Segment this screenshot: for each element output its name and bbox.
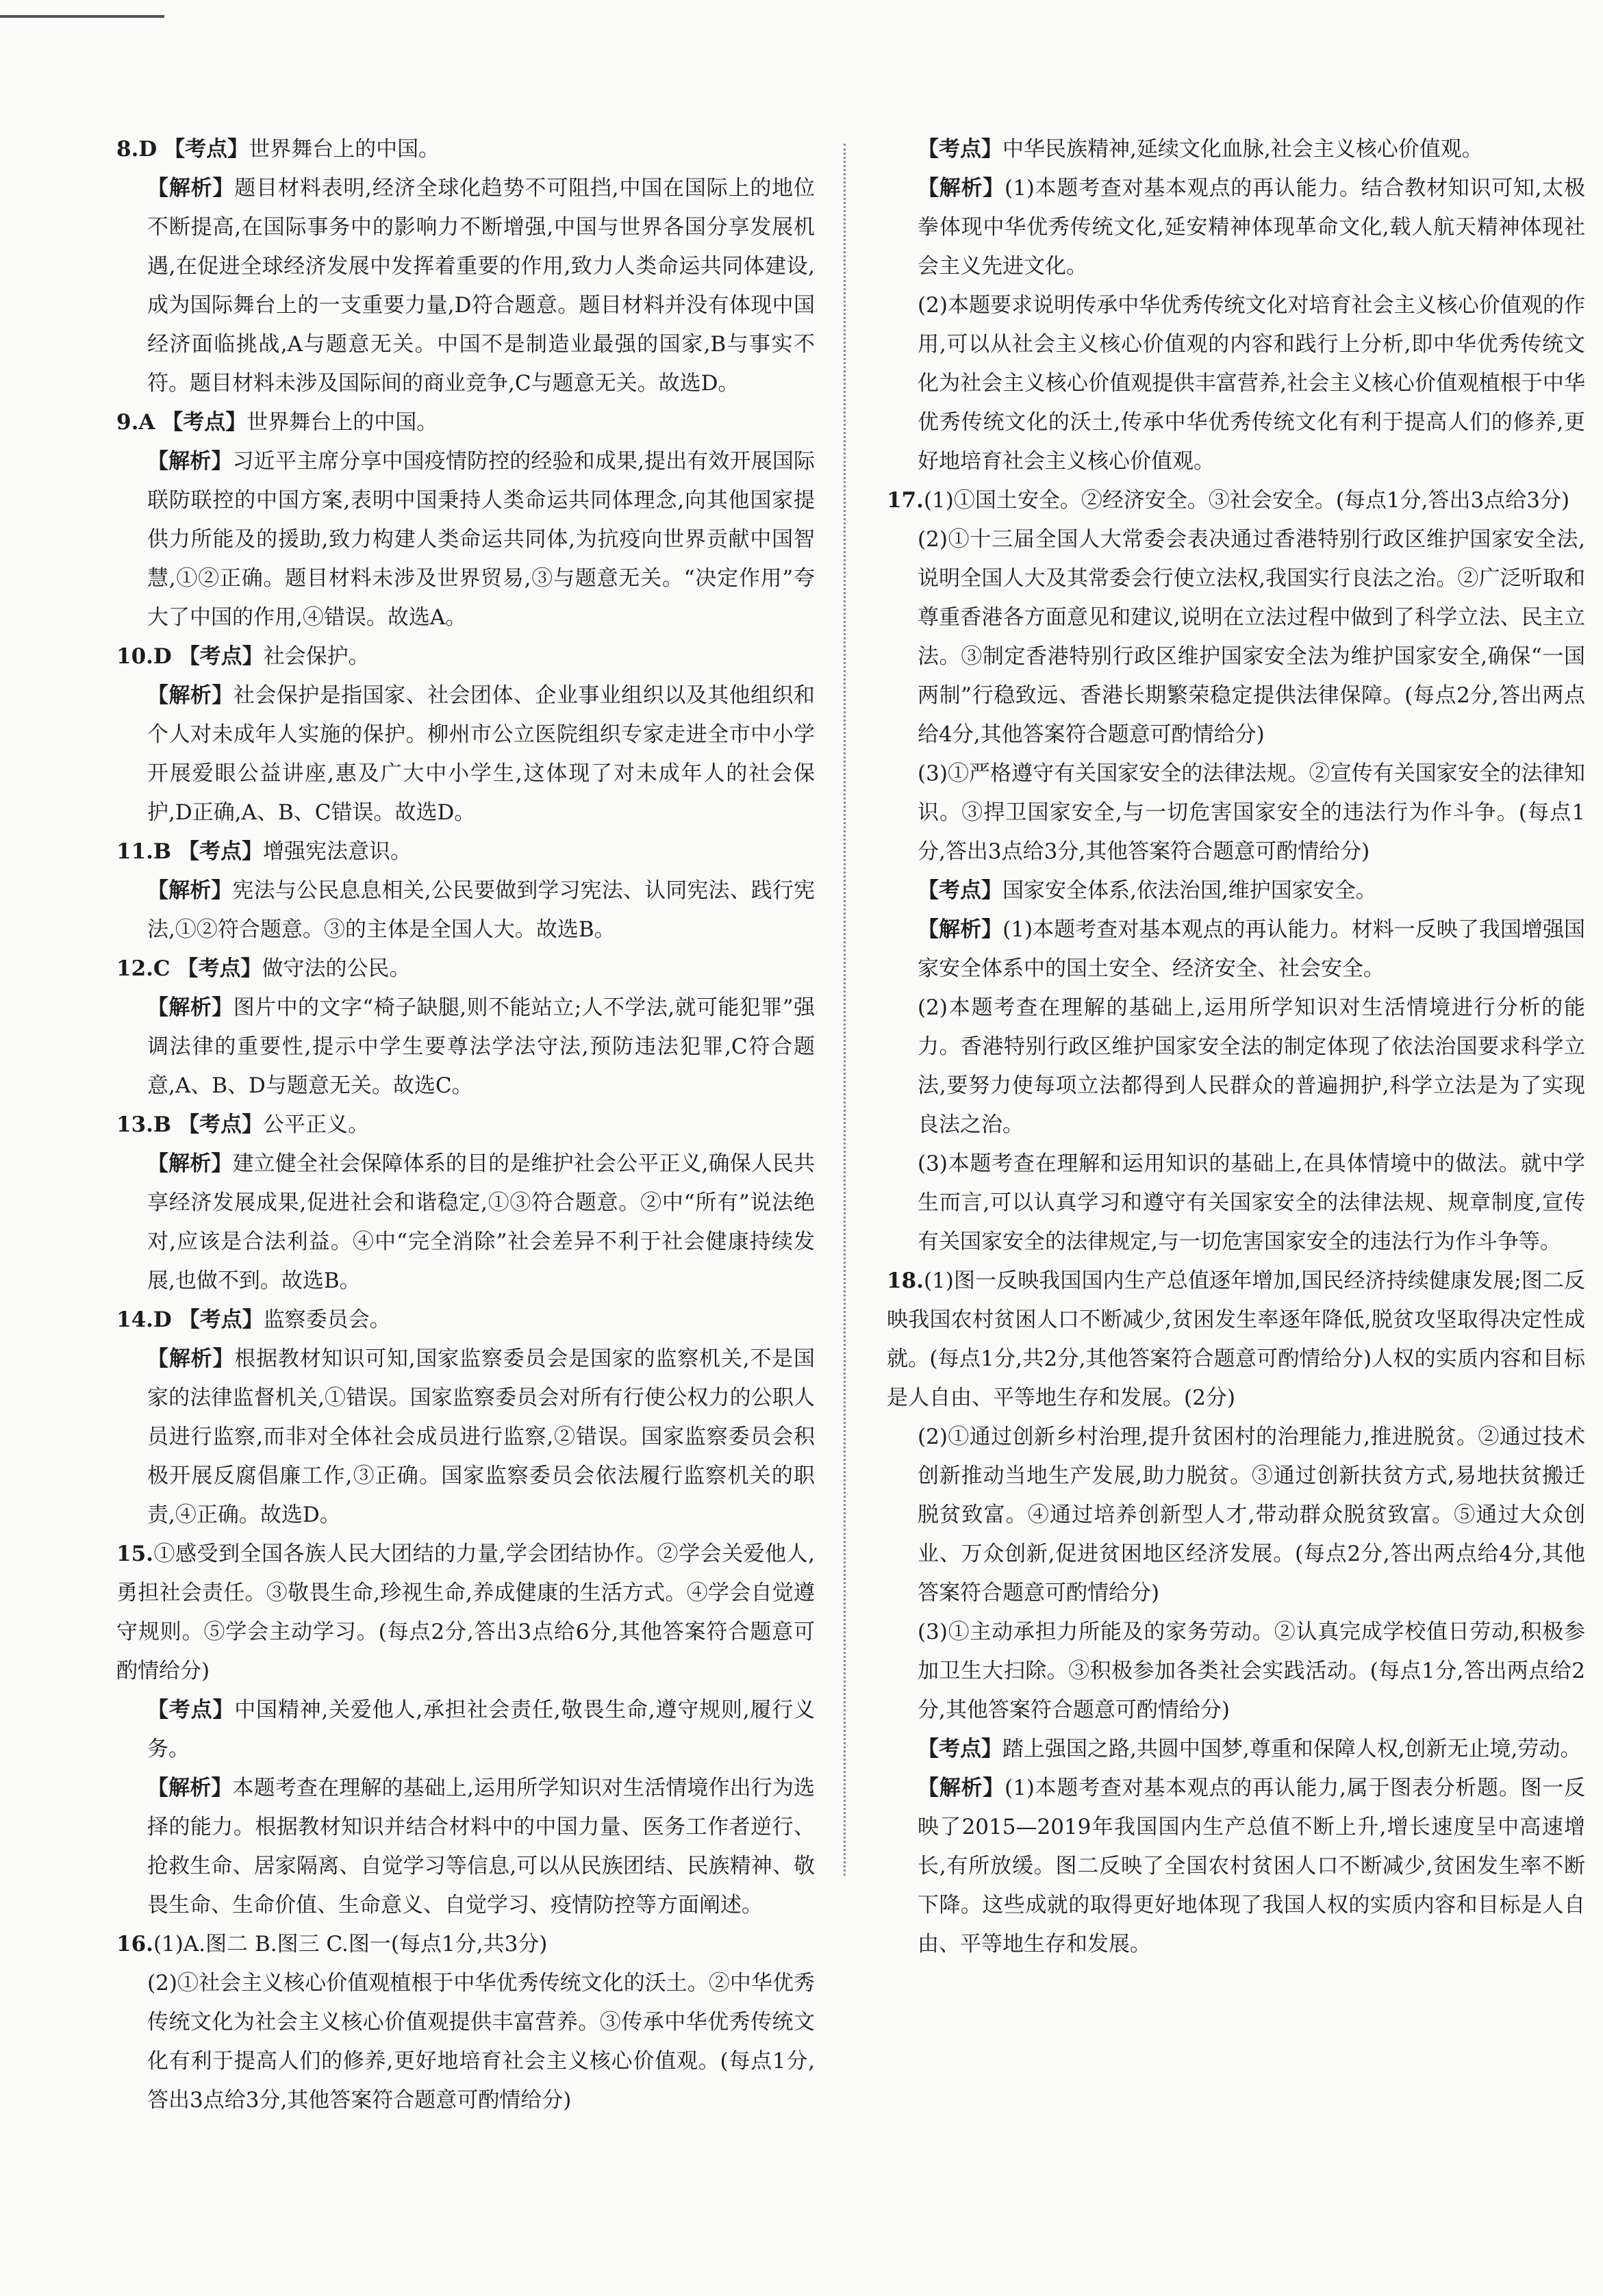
paragraph-text: (3)①主动承担力所能及的家务劳动。②认真完成学校值日劳动,积极参加卫生大扫除。③积极参加各类社会实践活动。(每点1分,答出两点给2分,其他答案符合题意可酌情给分) (918, 1620, 1585, 1722)
paragraph-text: (2)本题考查在理解的基础上,运用所学知识对生活情境进行分析的能力。香港特别行政区维护国家安全法的制定体现了依法治国要求科学立法,要努力使每项立法都得到人民群众的普遍拥护,科学立法是为了实现良法之治。 (918, 995, 1585, 1137)
paragraph-text: 中国精神,关爱他人,承担社会责任,敬畏生命,遵守规则,履行义务。 (147, 1698, 815, 1761)
paragraph-text: 监察委员会。 (263, 1308, 391, 1332)
question-answer (887, 481, 1585, 520)
analysis-label: 【解析】 (147, 1347, 235, 1371)
paragraph-text: 根据教材知识可知,国家监察委员会是国家的监察机关,不是国家的法律监督机关,①错误。国家监察委员会对所有行使公权力的公职人员进行监察,而非对全体社会成员进行监察,②错误。国家监察委员会积极开展反腐倡廉工作,③正确。国家监察委员会依法履行监察机关的职责,④正确。故选D。 (147, 1347, 815, 1527)
analysis-label: 【解析】 (147, 995, 233, 1020)
column-divider (844, 144, 846, 1876)
analysis-paragraph (116, 871, 815, 949)
analysis-paragraph (116, 1145, 815, 1301)
analysis-paragraph (887, 1769, 1585, 1964)
analysis-paragraph (887, 169, 1585, 286)
paragraph-text: (1)本题考查对基本观点的再认能力。结合教材知识可知,太极拳体现中华优秀传统文化,延安精神体现革命文化,载人航天精神体现社会主义先进文化。 (918, 176, 1586, 279)
question-answer (116, 637, 815, 676)
key-point-label: 【考点】 (162, 410, 247, 435)
key-point-label: 【考点】 (178, 839, 263, 864)
question-answer (116, 1301, 815, 1340)
analysis-paragraph (116, 988, 815, 1106)
paragraph-text: (2)本题要求说明传承中华优秀传统文化对培育社会主义核心价值观的作用,可以从社会主义核心价值观的内容和践行上分析,即中华优秀传统文化为社会主义核心价值观提供丰富营养,社会主义核心价值观植根于中华优秀传统文化的沃土,传承中华优秀传统文化有利于提高人们的修养,更好地培育社会主义核心价值观。 (918, 293, 1585, 474)
analysis-paragraph (887, 910, 1585, 988)
question-number: 10.D (116, 644, 172, 669)
paragraph-text: 公平正义。 (263, 1112, 369, 1137)
question-number: 15. (116, 1542, 153, 1566)
paragraph-text: 本题考查在理解的基础上,运用所学知识对生活情境作出行为选择的能力。根据教材知识并结合材料中的中国力量、医务工作者逆行、抢救生命、居家隔离、自觉学习等信息,可以从民族团结、民族精神、敬畏生命、生命价值、生命意义、自觉学习、疫情防控等方面阐述。 (147, 1776, 816, 1917)
left-column (116, 130, 815, 2120)
analysis-label: 【解析】 (147, 1151, 233, 1176)
paragraph-text: 踏上强国之路,共圆中国梦,尊重和保障人权,创新无止境,劳动。 (1002, 1737, 1582, 1761)
answer-paragraph (887, 1613, 1585, 1730)
question-number: 14.D (116, 1308, 172, 1332)
analysis-paragraph (116, 1340, 815, 1535)
key-point-label: 【考点】 (177, 956, 262, 981)
paragraph-text: (3)①严格遵守有关国家安全的法律法规。②宣传有关国家安全的法律知识。③捍卫国家安全,与一切危害国家安全的违法行为作斗争。(每点1分,答出3点给3分,其他答案符合题意可酌情给分) (918, 761, 1585, 864)
key-point-paragraph (887, 871, 1585, 910)
paragraph-text: 世界舞台上的中国。 (247, 410, 438, 435)
analysis-label: 【解析】 (147, 449, 233, 474)
paragraph-text: 国家安全体系,依法治国,维护国家安全。 (1002, 878, 1377, 903)
question-number: 16. (116, 1932, 153, 1956)
question-answer (116, 949, 815, 988)
paragraph-text: 增强宪法意识。 (263, 839, 412, 864)
paragraph-text: 社会保护是指国家、社会团体、企业事业组织以及其他组织和个人对未成年人实施的保护。柳州市公立医院组织专家走进全市中小学开展爱眼公益讲座,惠及广大中小学生,这体现了对未成年人的社会保护,D正确,A、B、C错误。故选D。 (147, 683, 816, 825)
analysis-label: 【解析】 (918, 176, 1005, 201)
paragraph-text: 习近平主席分享中国疫情防控的经验和成果,提出有效开展国际联防联控的中国方案,表明中国秉持人类命运共同体理念,向其他国家提供力所能及的援助,致力构建人类命运共同体,为抗疫向世界贡献中国智慧,①②正确。题目材料未涉及世界贸易,③与题意无关。“决定作用”夸大了中国的作用,④错误。故选A。 (147, 449, 816, 630)
analysis-label: 【解析】 (918, 917, 1003, 942)
paragraph-text: (2)①通过创新乡村治理,提升贫困村的治理能力,推进脱贫。②通过技术创新推动当地生产发展,助力脱贫。③通过创新扶贫方式,易地扶贫搬迁脱贫致富。④通过培养创新型人才,带动群众脱贫致富。⑤通过大众创业、万众创新,促进贫困地区经济发展。(每点2分,答出两点给4分,其他答案符合题意可酌情给分) (918, 1425, 1585, 1605)
question-answer (116, 1106, 815, 1145)
paragraph-text: (3)本题考查在理解和运用知识的基础上,在具体情境中的做法。就中学生而言,可以认真学习和遵守有关国家安全的法律法规、规章制度,宣传有关国家安全的法律规定,与一切危害国家安全的违法行为作斗争等。 (918, 1151, 1585, 1254)
top-rule (0, 15, 164, 18)
paragraph-text: 宪法与公民息息相关,公民要做到学习宪法、认同宪法、践行宪法,①②符合题意。③的主体是全国人大。故选B。 (147, 878, 816, 942)
answer-paragraph (116, 1964, 815, 2120)
analysis-label: 【解析】 (147, 176, 235, 201)
question-answer (116, 130, 815, 169)
analysis-paragraph (116, 169, 815, 403)
answer-paragraph (887, 754, 1585, 871)
answer-paragraph (887, 1145, 1585, 1262)
paragraph-text: (1)A.图二 B.图三 C.图一(每点1分,共3分) (153, 1932, 548, 1956)
key-point-label: 【考点】 (178, 1112, 263, 1137)
paragraph-text: ①感受到全国各族人民大团结的力量,学会团结协作。②学会关爱他人,勇担社会责任。③敬畏生命,珍视生命,养成健康的生活方式。④学会自觉遵守规则。⑤学会主动学习。(每点2分,答出3点给6分,其他答案符合题意可酌情给分) (116, 1542, 815, 1683)
question-number: 8.D (116, 137, 157, 162)
paragraph-text: (2)①社会主义核心价值观植根于中华优秀传统文化的沃土。②中华优秀传统文化为社会主义核心价值观提供丰富营养。③传承中华优秀传统文化有利于提高人们的修养,更好地培育社会主义核心价值观。(每点1分,答出3点给3分,其他答案符合题意可酌情给分) (147, 1971, 815, 2113)
analysis-label: 【解析】 (918, 1776, 1005, 1800)
key-point-label: 【考点】 (918, 1737, 1002, 1761)
key-point-label: 【考点】 (918, 137, 1002, 162)
analysis-label: 【解析】 (147, 683, 233, 708)
key-point-label: 【考点】 (178, 644, 264, 669)
key-point-label: 【考点】 (164, 137, 249, 162)
key-point-label: 【考点】 (918, 878, 1002, 903)
paragraph-text: (1)①国土安全。②经济安全。③社会安全。(每点1分,答出3点给3分) (923, 488, 1570, 513)
paragraph-text: (1)图一反映我国国内生产总值逐年增加,国民经济持续健康发展;图二反映我国农村贫困人口不断减少,贫困发生率逐年降低,脱贫攻坚取得决定性成就。(每点1分,共2分,其他答案符合题意可酌情给分)人权的实质内容和目标是人自由、平等地生存和发展。(2分) (887, 1268, 1585, 1410)
analysis-paragraph (116, 676, 815, 832)
question-number: 9.A (116, 410, 155, 435)
key-point-paragraph (887, 1730, 1585, 1769)
analysis-paragraph (116, 1769, 815, 1925)
question-answer (887, 1262, 1585, 1418)
question-number: 13.B (116, 1112, 172, 1137)
question-answer (116, 1535, 815, 1691)
right-column (887, 130, 1585, 1964)
paragraph-text: (2)①十三届全国人大常委会表决通过香港特别行政区维护国家安全法,说明全国人大及其常委会行使立法权,我国实行良法之治。②广泛听取和尊重香港各方面意见和建议,说明在立法过程中做到了科学立法、民主立法。③制定香港特别行政区维护国家安全法为维护国家安全,确保“一国两制”行稳致远、香港长期繁荣稳定提供法律保障。(每点2分,答出两点给4分,其他答案符合题意可酌情给分) (918, 527, 1585, 747)
question-number: 17. (887, 488, 924, 513)
paragraph-text: (1)本题考查对基本观点的再认能力,属于图表分析题。图一反映了2015—2019年我国国内生产总值不断上升,增长速度呈中高速增长,有所放缓。图二反映了全国农村贫困人口不断减少,贫困发生率不断下降。这些成就的取得更好地体现了我国人权的实质内容和目标是人自由、平等地生存和发展。 (918, 1776, 1586, 1956)
paragraph-text: 图片中的文字“椅子缺腿,则不能站立;人不学法,就可能犯罪”强调法律的重要性,提示中学生要尊法学法守法,预防违法犯罪,C符合题意,A、B、D与题意无关。故选C。 (147, 995, 815, 1098)
analysis-paragraph (116, 442, 815, 637)
paragraph-text: 做守法的公民。 (262, 956, 411, 981)
answer-paragraph (887, 286, 1585, 481)
paragraph-text: 题目材料表明,经济全球化趋势不可阻挡,中国在国际上的地位不断提高,在国际事务中的影响力不断增强,中国与世界各国分享发展机遇,在促进全球经济发展中发挥着重要的作用,致力人类命运共同体建设,成为国际舞台上的一支重要力量,D符合题意。题目材料并没有体现中国经济面临挑战,A与题意无关。中国不是制造业最强的国家,B与事实不符。题目材料未涉及国际间的商业竞争,C与题意无关。故选D。 (147, 176, 815, 396)
answer-paragraph (887, 520, 1585, 754)
key-point-paragraph (116, 1691, 815, 1769)
question-answer (116, 1925, 815, 1964)
paragraph-text: 中华民族精神,延续文化血脉,社会主义核心价值观。 (1002, 137, 1483, 162)
analysis-label: 【解析】 (147, 1776, 233, 1800)
paragraph-text: 社会保护。 (263, 644, 370, 669)
question-number: 11.B (116, 839, 172, 864)
answer-paragraph (887, 988, 1585, 1145)
paragraph-text: 世界舞台上的中国。 (249, 137, 440, 162)
question-number: 18. (887, 1268, 924, 1293)
paragraph-text: 建立健全社会保障体系的目的是维护社会公平正义,确保人民共享经济发展成果,促进社会和谐稳定,①③符合题意。②中“所有”说法绝对,应该是合法利益。④中“完全消除”社会差异不利于社会健康持续发展,也做不到。故选B。 (147, 1151, 816, 1293)
answer-paragraph (887, 1418, 1585, 1613)
question-answer (116, 832, 815, 871)
analysis-label: 【解析】 (147, 878, 233, 903)
key-point-paragraph (887, 130, 1585, 169)
key-point-label: 【考点】 (147, 1698, 235, 1722)
question-answer (116, 403, 815, 442)
key-point-label: 【考点】 (178, 1308, 264, 1332)
paragraph-text: (1)本题考查对基本观点的再认能力。材料一反映了我国增强国家安全体系中的国土安全、经济安全、社会安全。 (918, 917, 1585, 981)
question-number: 12.C (116, 956, 171, 981)
